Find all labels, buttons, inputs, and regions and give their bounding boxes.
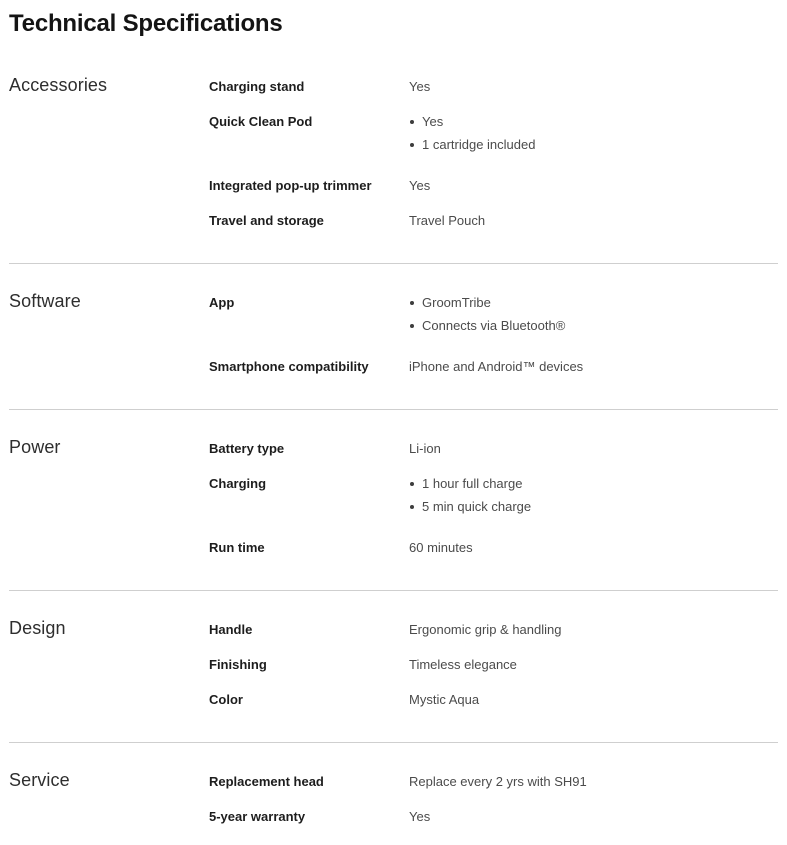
spec-section-software (9, 264, 778, 410)
spec-row (209, 178, 778, 194)
bullet-item: 5 min quick charge (409, 499, 778, 515)
spec-value: Li-ion (409, 441, 441, 456)
section-rows (209, 75, 778, 229)
spec-sections (9, 75, 778, 845)
spec-value: Mystic Aqua (409, 692, 480, 707)
section-title: Accessories (9, 75, 108, 95)
spec-value: Travel Pouch (409, 213, 486, 228)
spec-label: Quick Clean Pod (209, 114, 313, 129)
spec-label: Replacement head (209, 774, 324, 789)
bullet-item: GroomTribe (409, 295, 778, 311)
spec-value (409, 295, 778, 334)
spec-value: Yes (409, 79, 431, 94)
spec-row (209, 622, 778, 638)
bullet-item: 1 hour full charge (409, 476, 778, 492)
section-rows (209, 770, 778, 825)
section-rows (209, 437, 778, 556)
spec-row (209, 692, 778, 708)
spec-row (209, 295, 778, 334)
spec-value: 60 minutes (409, 540, 473, 555)
section-rows (209, 618, 778, 708)
spec-row (209, 441, 778, 457)
spec-row (209, 774, 778, 790)
section-title: Software (9, 291, 81, 311)
spec-row (209, 540, 778, 556)
section-title: Power (9, 437, 61, 457)
bullet-list (409, 476, 778, 515)
bullet-item: Yes (409, 114, 778, 130)
spec-label: Charging stand (209, 79, 305, 94)
spec-section-service (9, 743, 778, 845)
spec-label: Finishing (209, 657, 267, 672)
spec-label: Handle (209, 622, 253, 637)
bullet-list (409, 114, 778, 153)
spec-value: Ergonomic grip & handling (409, 622, 562, 637)
spec-value: Yes (409, 178, 431, 193)
spec-label: Battery type (209, 441, 285, 456)
spec-label: App (209, 295, 235, 310)
bullet-item: Connects via Bluetooth® (409, 318, 778, 334)
spec-label: Charging (209, 476, 267, 491)
section-title: Design (9, 618, 66, 638)
spec-value: Timeless elegance (409, 657, 517, 672)
spec-label: Integrated pop-up trimmer (209, 178, 372, 193)
spec-value: Replace every 2 yrs with SH91 (409, 774, 587, 789)
spec-section-power (9, 410, 778, 591)
spec-section-design (9, 591, 778, 743)
spec-row (209, 114, 778, 153)
page-title: Technical Specifications (9, 10, 283, 37)
spec-row (209, 476, 778, 515)
spec-label: Travel and storage (209, 213, 324, 228)
spec-label: 5-year warranty (209, 809, 306, 824)
spec-row (209, 359, 778, 375)
spec-section-accessories (9, 75, 778, 264)
bullet-item: 1 cartridge included (409, 137, 778, 153)
spec-value (409, 476, 778, 515)
spec-label: Run time (209, 540, 265, 555)
section-rows (209, 291, 778, 375)
spec-value (409, 114, 778, 153)
spec-value: iPhone and Android™ devices (409, 359, 584, 374)
spec-row (209, 657, 778, 673)
spec-value: Yes (409, 809, 431, 824)
bullet-list (409, 295, 778, 334)
spec-label: Color (209, 692, 243, 707)
spec-row (209, 809, 778, 825)
spec-label: Smartphone compatibility (209, 359, 369, 374)
spec-row (209, 79, 778, 95)
section-title: Service (9, 770, 70, 790)
spec-row (209, 213, 778, 229)
